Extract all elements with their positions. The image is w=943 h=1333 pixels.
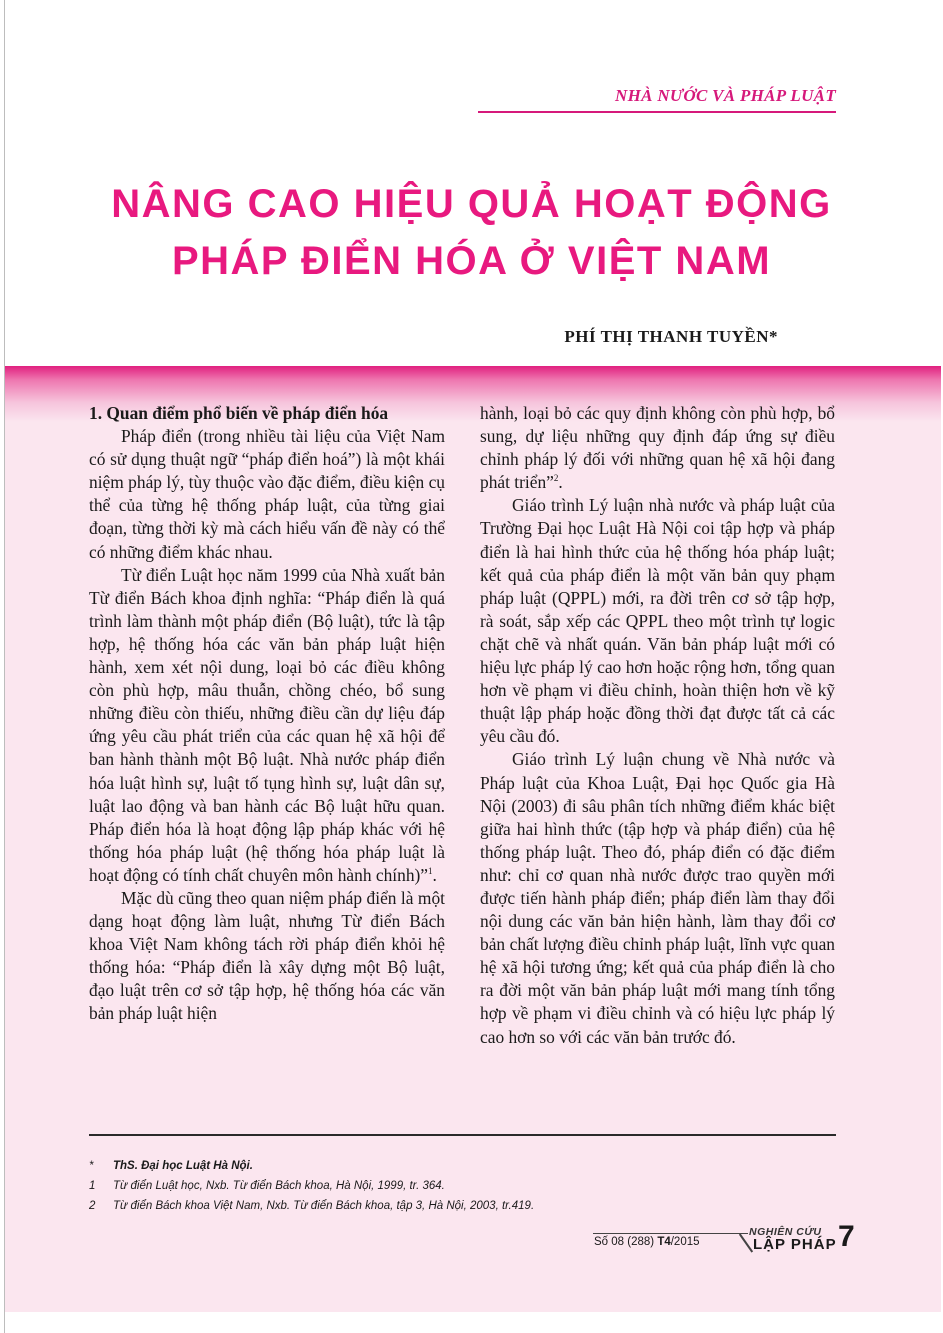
issue-month: T4 [657, 1236, 671, 1248]
footnote-text: Từ điển Bách khoa Việt Nam, Nxb. Từ điển Bách khoa, tập 3, Hà Nội, 2003, tr.419. [113, 1200, 535, 1212]
paragraph-3: Mặc dù cũng theo quan niệm pháp điển là một dạng hoạt động làm luật, nhưng Từ điển Bách khoa Việt Nam không tách rời pháp điển khỏi hệ thống hóa: “Pháp điển là xây dựng một Bộ luật, đạo luật trên cơ sở tập hợp, hệ thống hóa các văn bản pháp luật hiện [89, 887, 445, 1024]
footnote-mark: * [89, 1160, 94, 1172]
author-name: PHÍ THỊ THANH TUYỀN* [564, 327, 778, 346]
journal-brand-top: NGHIÊN CỨU [749, 1226, 822, 1238]
section-heading: 1. Quan điểm phổ biến về pháp điển hóa [89, 403, 389, 423]
footnote-item [89, 1156, 789, 1176]
title-line-1: NÂNG CAO HIỆU QUẢ HOẠT ĐỘNG [111, 182, 832, 226]
issue-info [594, 1236, 700, 1248]
footnote-mark: 1 [89, 1180, 96, 1192]
issue-year: /2015 [670, 1236, 700, 1248]
footnotes [89, 1156, 789, 1216]
paragraph-2-text: Từ điển Luật học năm 1999 của Nhà xuất bản Từ điển Bách khoa định nghĩa: “Pháp điển là quá trình làm thành một pháp điển (Bộ luật), tức là tập hợp, hệ thống hóa các văn bản pháp luật hiện hành, xem xét nội dung, loại bỏ các điều không còn phù hợp, mâu thuẫn, chồng chéo, bổ sung những điều còn thiếu, những điều cần dự liệu đáp ứng yêu cầu phát triển của các quan hệ xã hội để ban hành thành một Bộ luật. Nhà nước pháp điển hóa luật hình sự, luật tố tụng hình sự, luật dân sự, luật lao động và ban hành các Bộ luật hữu quan. Pháp điển hóa là hoạt động lập pháp khác với hệ thống hóa pháp luật (hệ thống hóa pháp luật là hoạt động có tính chất chuyên môn hành chính)” [89, 564, 445, 885]
footnote-text: ThS. Đại học Luật Hà Nội. [113, 1160, 253, 1172]
journal-brand-main: LẬP PHÁP [753, 1236, 837, 1253]
paragraph-3-continued: hành, loại bỏ các quy định không còn phù hợp, bổ sung, dự liệu những quy định đáp ứng sự điều chỉnh pháp lý đối với những quan hệ xã hội đang phát triển”$^2$. [480, 403, 835, 493]
footnote-ref-2[interactable]: 2 [553, 473, 559, 484]
title-line-2: PHÁP ĐIỂN HÓA Ở VIỆT NAM [171, 239, 772, 283]
footnote-divider [89, 1134, 836, 1136]
paragraph-1: Pháp điển (trong nhiều tài liệu của Việt Nam có sử dụng thuật ngữ “pháp điển hoá”) là một khái niệm pháp lý, tùy thuộc vào đặc điểm, điều kiện cụ thể của từng hệ thống pháp luật, của từng giai đoạn, từng thời kỳ mà cách hiểu vấn đề này có thể có những điểm khác nhau. [89, 426, 445, 562]
paragraph-3-cont-text: hành, loại bỏ các quy định không còn phù hợp, bổ sung, dự liệu những quy định đáp ứng sự điều chỉnh pháp lý đối với những quan hệ xã hội đang phát triển” [480, 403, 835, 493]
paragraph-2: Từ điển Luật học năm 1999 của Nhà xuất bản Từ điển Bách khoa định nghĩa: “Pháp điển là quá trình làm thành một pháp điển (Bộ luật), tức là tập hợp, hệ thống hóa các văn bản pháp luật hiện hành, xem xét nội dung, loại bỏ các điều không còn phù hợp, mâu thuẫn, chồng chéo, bổ sung những điều còn thiếu, những điều cần dự liệu đáp ứng yêu cầu phát triển của các quan hệ xã hội để ban hành thành một Bộ luật. Nhà nước pháp điển hóa luật hình sự, luật tố tụng hình sự, luật dân sự, luật lao động và ban hành các Bộ luật hữu quan. Pháp điển hóa là hoạt động lập pháp khác với hệ thống hóa pháp luật (hệ thống hóa pháp luật là hoạt động có tính chất chuyên môn hành chính)”$^1$. [89, 564, 445, 885]
issue-number: Số 08 (288) [594, 1236, 655, 1248]
section-rule [478, 111, 836, 113]
article-title [60, 176, 883, 290]
right-column [480, 402, 835, 1049]
left-column [89, 402, 445, 1026]
footer-rule [593, 1233, 748, 1234]
paragraph-5: Giáo trình Lý luận chung về Nhà nước và Pháp luật của Khoa Luật, Đại học Quốc gia Hà Nội (2003) đi sâu phân tích những điểm khác biệt giữa hai hình thức (tập hợp và pháp điển) của hệ thống pháp luật. Theo đó, pháp điển có đặc điểm như: chỉ cơ quan nhà nước được trao quyền mới được tiến hành pháp điển; pháp điển làm thay đổi nội dung các văn bản hiện hành, làm thay đổi cơ bản chất lượng điều chỉnh pháp luật, lĩnh vực quan hệ xã hội tương ứng; kết quả của pháp điển là cho ra đời một văn bản pháp luật mới mang tính tổng hợp về phạm vi điều chỉnh và có hiệu lực pháp lý cao hơn so với các văn bản trước đó. [480, 749, 835, 1047]
footnote-text: Từ điển Luật học, Nxb. Từ điển Bách khoa, Hà Nội, 1999, tr. 364. [113, 1180, 445, 1192]
footnote-mark: 2 [89, 1200, 96, 1212]
page-number: 7 [838, 1220, 855, 1253]
footnote-item [89, 1196, 789, 1216]
paragraph-4: Giáo trình Lý luận nhà nước và pháp luật của Trường Đại học Luật Hà Nội coi tập hợp và pháp điển là hai hình thức của hệ thống hóa pháp luật; kết quả của pháp điển là một văn bản quy phạm pháp luật (QPPL) mới, ra đời trên cơ sở tập hợp, rà soát, sắp xếp các QPPL theo một trình tự logic chặt chẽ và nhất quán. Văn bản pháp luật mới có hiệu lực pháp lý cao hơn hoặc rộng hơn, tổng quan hơn về phạm vi điều chỉnh, hoàn thiện hơn về kỹ thuật lập pháp hoặc đồng thời đạt được tất cả các yêu cầu đó. [480, 495, 835, 747]
footnote-ref-1[interactable]: 1 [428, 866, 433, 877]
footnote-item [89, 1176, 789, 1196]
section-label: NHÀ NƯỚC VÀ PHÁP LUẬT [615, 86, 836, 105]
